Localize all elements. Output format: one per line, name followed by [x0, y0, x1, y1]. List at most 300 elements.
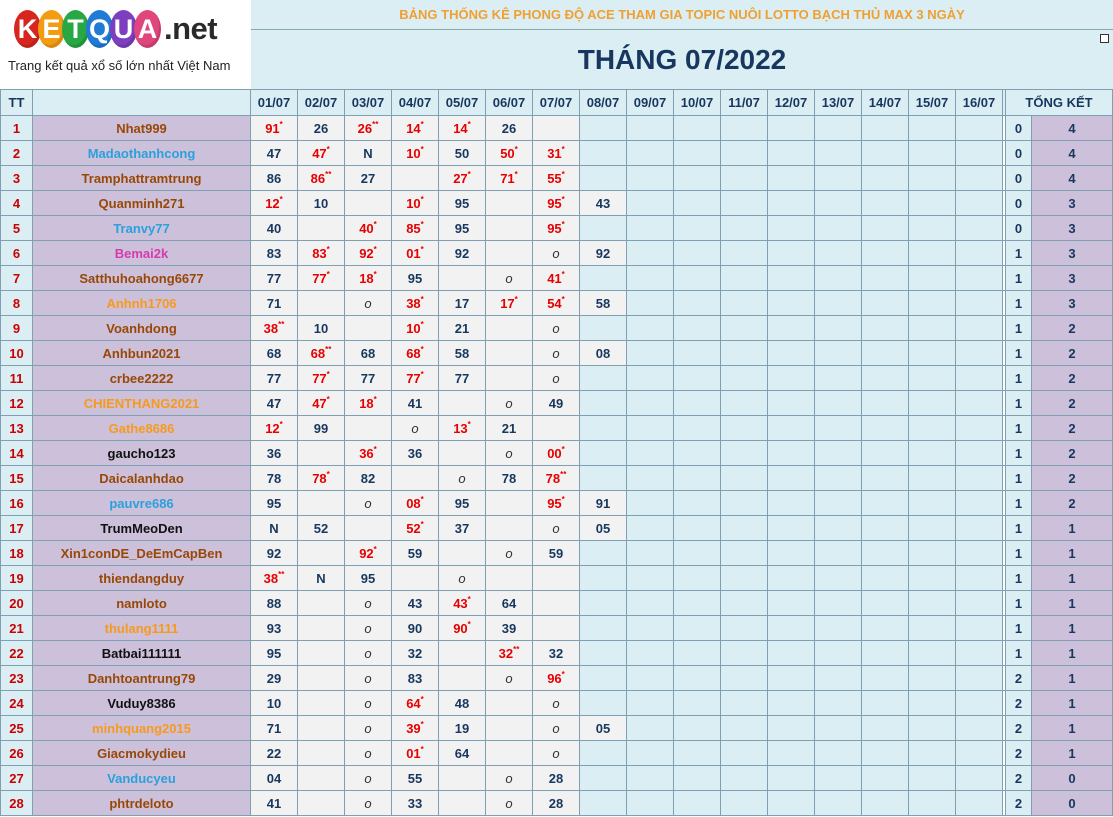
- logo-suffix: .net: [164, 11, 218, 46]
- day-cell: [862, 391, 909, 416]
- hit-number: 52: [406, 520, 421, 536]
- day-cell: [345, 591, 392, 616]
- hit-stars: *: [420, 194, 424, 204]
- no-pick-mark: o: [364, 295, 372, 311]
- day-cell: [956, 691, 1003, 716]
- column-header-date: 07/07: [533, 90, 580, 116]
- day-cell: [533, 241, 580, 266]
- day-cell: 68: [345, 341, 392, 366]
- day-cell: 32: [392, 641, 439, 666]
- day-cell: [721, 216, 768, 241]
- day-cell: [533, 416, 580, 441]
- day-cell: [627, 666, 674, 691]
- day-cell: [768, 766, 815, 791]
- day-cell: [956, 541, 1003, 566]
- hit-number: 77: [312, 370, 327, 386]
- hit-number: 38: [263, 570, 279, 586]
- day-cell: [768, 541, 815, 566]
- day-cell: 99: [298, 416, 345, 441]
- day-cell: [392, 241, 439, 266]
- day-cell: [768, 116, 815, 141]
- day-cell: [768, 241, 815, 266]
- day-cell: [815, 341, 862, 366]
- day-cell: [768, 491, 815, 516]
- hit-stars: *: [326, 144, 330, 154]
- day-cell: [721, 291, 768, 316]
- hit-stars: *: [514, 169, 518, 179]
- logo-letter: K: [14, 10, 41, 48]
- day-cell: [298, 766, 345, 791]
- day-cell: [862, 441, 909, 466]
- day-cell: [298, 341, 345, 366]
- hit-stars: *: [373, 219, 377, 229]
- hit-stars: **: [325, 169, 332, 179]
- hit-stars: *: [420, 519, 424, 529]
- table-row: [1, 191, 1113, 216]
- member-name: minhquang2015: [33, 716, 251, 741]
- day-cell: [345, 741, 392, 766]
- day-cell: 41: [251, 791, 298, 816]
- no-pick-mark: o: [364, 795, 372, 811]
- table-row: [1, 741, 1113, 766]
- day-cell: [533, 491, 580, 516]
- day-cell: [298, 366, 345, 391]
- day-cell: [862, 291, 909, 316]
- day-cell: N: [345, 141, 392, 166]
- day-cell: [721, 766, 768, 791]
- day-cell: [345, 491, 392, 516]
- day-cell: [909, 641, 956, 666]
- row-number: 14: [1, 441, 33, 466]
- day-cell: [392, 291, 439, 316]
- day-cell: [721, 116, 768, 141]
- day-cell: [909, 391, 956, 416]
- member-name: Danhtoantrung79: [33, 666, 251, 691]
- hit-number: 10: [406, 195, 421, 211]
- day-cell: [533, 341, 580, 366]
- day-cell: [345, 416, 392, 441]
- member-name: Voanhdong: [33, 316, 251, 341]
- summary-count-a: 1: [1006, 516, 1032, 541]
- day-cell: 27: [345, 166, 392, 191]
- member-name: Anhbun2021: [33, 341, 251, 366]
- day-cell: [768, 191, 815, 216]
- day-cell: [627, 416, 674, 441]
- day-cell: [674, 791, 721, 816]
- day-cell: [674, 641, 721, 666]
- hit-stars: *: [326, 394, 330, 404]
- no-pick-mark: o: [364, 670, 372, 686]
- day-cell: [580, 116, 627, 141]
- summary-count-b: 1: [1032, 716, 1113, 741]
- summary-count-b: 3: [1032, 216, 1113, 241]
- day-cell: 22: [251, 741, 298, 766]
- hit-number: 10: [406, 320, 421, 336]
- column-header-date: 03/07: [345, 90, 392, 116]
- day-cell: [533, 166, 580, 191]
- hit-stars: **: [325, 344, 332, 354]
- logo-tagline: Trang kết quả xổ số lớn nhất Việt Nam: [8, 58, 231, 73]
- hit-stars: *: [420, 294, 424, 304]
- day-cell: [909, 216, 956, 241]
- day-cell: [580, 316, 627, 341]
- day-cell: [345, 241, 392, 266]
- day-cell: [815, 766, 862, 791]
- day-cell: [439, 666, 486, 691]
- day-cell: [674, 466, 721, 491]
- summary-count-a: 2: [1006, 791, 1032, 816]
- member-name: crbee2222: [33, 366, 251, 391]
- summary-count-a: 2: [1006, 691, 1032, 716]
- day-cell: 77: [345, 366, 392, 391]
- day-cell: [721, 441, 768, 466]
- hit-stars: *: [326, 244, 330, 254]
- day-cell: [486, 541, 533, 566]
- day-cell: [533, 316, 580, 341]
- hit-stars: *: [561, 144, 565, 154]
- hit-number: 96: [547, 670, 562, 686]
- day-cell: [815, 266, 862, 291]
- day-cell: [251, 191, 298, 216]
- day-cell: [768, 291, 815, 316]
- day-cell: [439, 391, 486, 416]
- day-cell: [862, 191, 909, 216]
- day-cell: [674, 691, 721, 716]
- day-cell: [674, 541, 721, 566]
- day-cell: [674, 616, 721, 641]
- day-cell: [674, 116, 721, 141]
- day-cell: [721, 191, 768, 216]
- day-cell: [533, 141, 580, 166]
- day-cell: [251, 416, 298, 441]
- summary-count-b: 1: [1032, 641, 1113, 666]
- day-cell: [768, 616, 815, 641]
- day-cell: [862, 491, 909, 516]
- day-cell: [533, 216, 580, 241]
- hit-stars: *: [561, 194, 565, 204]
- day-cell: 95: [439, 216, 486, 241]
- table-row: [1, 491, 1113, 516]
- day-cell: 49: [533, 391, 580, 416]
- day-cell: [345, 266, 392, 291]
- member-name: Satthuhoahong6677: [33, 266, 251, 291]
- row-number: 1: [1, 116, 33, 141]
- member-name: namloto: [33, 591, 251, 616]
- day-cell: [721, 616, 768, 641]
- column-header-date: 02/07: [298, 90, 345, 116]
- hit-stars: *: [420, 344, 424, 354]
- day-cell: 52: [298, 516, 345, 541]
- day-cell: [956, 416, 1003, 441]
- day-cell: [956, 491, 1003, 516]
- day-cell: [862, 591, 909, 616]
- column-header-date: 10/07: [674, 90, 721, 116]
- day-cell: [815, 591, 862, 616]
- day-cell: [298, 291, 345, 316]
- day-cell: [721, 516, 768, 541]
- table-row: [1, 541, 1113, 566]
- no-pick-mark: o: [505, 395, 513, 411]
- day-cell: [956, 216, 1003, 241]
- summary-count-a: 1: [1006, 566, 1032, 591]
- day-cell: 58: [439, 341, 486, 366]
- day-cell: [533, 716, 580, 741]
- day-cell: [439, 441, 486, 466]
- day-cell: [909, 116, 956, 141]
- day-cell: [862, 541, 909, 566]
- day-cell: [862, 341, 909, 366]
- day-cell: [815, 166, 862, 191]
- hit-stars: *: [279, 119, 283, 129]
- day-cell: [956, 241, 1003, 266]
- day-cell: [486, 366, 533, 391]
- hit-number: 92: [359, 545, 374, 561]
- day-cell: [580, 166, 627, 191]
- summary-count-b: 0: [1032, 766, 1113, 791]
- day-cell: [909, 266, 956, 291]
- hit-stars: *: [467, 594, 471, 604]
- day-cell: [815, 416, 862, 441]
- day-cell: [627, 791, 674, 816]
- summary-count-b: 3: [1032, 191, 1113, 216]
- day-cell: [768, 166, 815, 191]
- day-cell: [486, 766, 533, 791]
- day-cell: 95: [439, 491, 486, 516]
- day-cell: [580, 366, 627, 391]
- day-cell: [627, 491, 674, 516]
- day-cell: [862, 616, 909, 641]
- day-cell: [721, 716, 768, 741]
- day-cell: 04: [251, 766, 298, 791]
- ketqua-logo[interactable]: [0, 0, 251, 89]
- day-cell: [721, 316, 768, 341]
- hit-stars: *: [420, 494, 424, 504]
- summary-count-a: 1: [1006, 291, 1032, 316]
- day-cell: [956, 766, 1003, 791]
- day-cell: [815, 691, 862, 716]
- day-cell: [345, 116, 392, 141]
- column-header-date: 04/07: [392, 90, 439, 116]
- day-cell: [815, 616, 862, 641]
- day-cell: [768, 566, 815, 591]
- day-cell: [486, 291, 533, 316]
- day-cell: [909, 491, 956, 516]
- hit-stars: **: [372, 119, 379, 129]
- hit-number: 50: [500, 145, 515, 161]
- day-cell: 48: [439, 691, 486, 716]
- member-name: thulang1111: [33, 616, 251, 641]
- hit-number: 77: [312, 270, 327, 286]
- row-number: 28: [1, 791, 33, 816]
- table-row: [1, 616, 1113, 641]
- day-cell: 36: [251, 441, 298, 466]
- hit-number: 64: [406, 695, 421, 711]
- hit-number: 36: [359, 445, 374, 461]
- hit-stars: *: [467, 619, 471, 629]
- day-cell: [298, 166, 345, 191]
- header-row: [1, 90, 1113, 116]
- day-cell: [862, 241, 909, 266]
- day-cell: 95: [251, 491, 298, 516]
- day-cell: 78: [486, 466, 533, 491]
- member-name: Daicalanhdao: [33, 466, 251, 491]
- day-cell: [956, 566, 1003, 591]
- day-cell: [768, 266, 815, 291]
- day-cell: [580, 791, 627, 816]
- day-cell: [392, 141, 439, 166]
- day-cell: [862, 366, 909, 391]
- day-cell: [862, 641, 909, 666]
- day-cell: [862, 416, 909, 441]
- summary-count-b: 1: [1032, 741, 1113, 766]
- day-cell: [768, 341, 815, 366]
- hit-number: 32: [498, 645, 514, 661]
- row-number: 3: [1, 166, 33, 191]
- day-cell: [909, 741, 956, 766]
- day-cell: N: [251, 516, 298, 541]
- hit-stars: *: [420, 244, 424, 254]
- member-name: Madaothanhcong: [33, 141, 251, 166]
- day-cell: 33: [392, 791, 439, 816]
- member-name: pauvre686: [33, 491, 251, 516]
- summary-count-a: 1: [1006, 641, 1032, 666]
- member-name: Batbai111111: [33, 641, 251, 666]
- row-number: 4: [1, 191, 33, 216]
- hit-number: 90: [453, 620, 468, 636]
- hit-stars: *: [279, 194, 283, 204]
- summary-count-b: 1: [1032, 566, 1113, 591]
- day-cell: [956, 516, 1003, 541]
- day-cell: [768, 316, 815, 341]
- day-cell: [627, 591, 674, 616]
- day-cell: [674, 341, 721, 366]
- day-cell: 86: [251, 166, 298, 191]
- day-cell: [674, 716, 721, 741]
- day-cell: [486, 391, 533, 416]
- summary-count-b: 1: [1032, 616, 1113, 641]
- column-header-date: 16/07: [956, 90, 1003, 116]
- hit-number: 95: [547, 220, 562, 236]
- day-cell: [298, 241, 345, 266]
- day-cell: 37: [439, 516, 486, 541]
- table-row: [1, 691, 1113, 716]
- day-cell: [439, 266, 486, 291]
- no-pick-mark: o: [364, 495, 372, 511]
- day-cell: [909, 591, 956, 616]
- column-header-date: 01/07: [251, 90, 298, 116]
- day-cell: [533, 291, 580, 316]
- day-cell: [345, 766, 392, 791]
- table-row: [1, 666, 1113, 691]
- day-cell: [674, 516, 721, 541]
- day-cell: [956, 591, 1003, 616]
- day-cell: [439, 766, 486, 791]
- column-header-date: 09/07: [627, 90, 674, 116]
- day-cell: 29: [251, 666, 298, 691]
- hit-stars: *: [373, 394, 377, 404]
- summary-count-b: 2: [1032, 441, 1113, 466]
- summary-count-b: 0: [1032, 791, 1113, 816]
- day-cell: [298, 466, 345, 491]
- day-cell: [956, 441, 1003, 466]
- day-cell: [721, 566, 768, 591]
- day-cell: [721, 466, 768, 491]
- day-cell: [674, 166, 721, 191]
- day-cell: [674, 266, 721, 291]
- day-cell: [815, 441, 862, 466]
- day-cell: [298, 441, 345, 466]
- close-icon[interactable]: [1100, 34, 1109, 43]
- day-cell: [627, 766, 674, 791]
- day-cell: [627, 241, 674, 266]
- row-number: 22: [1, 641, 33, 666]
- day-cell: [862, 316, 909, 341]
- day-cell: 28: [533, 791, 580, 816]
- day-cell: [486, 741, 533, 766]
- hit-stars: **: [278, 569, 285, 579]
- hit-number: 77: [406, 370, 421, 386]
- day-cell: [956, 191, 1003, 216]
- day-cell: [815, 741, 862, 766]
- day-cell: [627, 391, 674, 416]
- summary-count-a: 1: [1006, 416, 1032, 441]
- logo-letter: U: [110, 10, 137, 48]
- day-cell: [580, 466, 627, 491]
- hit-number: 39: [406, 720, 421, 736]
- day-cell: [956, 291, 1003, 316]
- row-number: 19: [1, 566, 33, 591]
- day-cell: [251, 316, 298, 341]
- hit-stars: *: [561, 669, 565, 679]
- day-cell: [298, 616, 345, 641]
- summary-count-a: 1: [1006, 466, 1032, 491]
- day-cell: [392, 116, 439, 141]
- day-cell: [580, 266, 627, 291]
- day-cell: [768, 741, 815, 766]
- hit-number: 83: [312, 245, 327, 261]
- hit-number: 41: [547, 270, 562, 286]
- summary-count-b: 2: [1032, 466, 1113, 491]
- day-cell: [580, 391, 627, 416]
- day-cell: 47: [251, 391, 298, 416]
- day-cell: [768, 466, 815, 491]
- day-cell: 68: [251, 341, 298, 366]
- day-cell: [392, 316, 439, 341]
- day-cell: [627, 191, 674, 216]
- day-cell: [909, 466, 956, 491]
- day-cell: [627, 741, 674, 766]
- day-cell: [768, 441, 815, 466]
- summary-count-a: 0: [1006, 141, 1032, 166]
- summary-count-b: 2: [1032, 316, 1113, 341]
- day-cell: 95: [251, 641, 298, 666]
- summary-count-b: 2: [1032, 366, 1113, 391]
- day-cell: [486, 666, 533, 691]
- member-name: Gathe8686: [33, 416, 251, 441]
- member-name: gaucho123: [33, 441, 251, 466]
- day-cell: [909, 766, 956, 791]
- hit-number: 27: [453, 170, 468, 186]
- day-cell: [815, 141, 862, 166]
- hit-number: 31: [547, 145, 562, 161]
- day-cell: [956, 366, 1003, 391]
- day-cell: [533, 566, 580, 591]
- hit-number: 68: [310, 345, 326, 361]
- summary-count-a: 1: [1006, 341, 1032, 366]
- hit-stars: *: [514, 294, 518, 304]
- day-cell: [392, 741, 439, 766]
- day-cell: [533, 616, 580, 641]
